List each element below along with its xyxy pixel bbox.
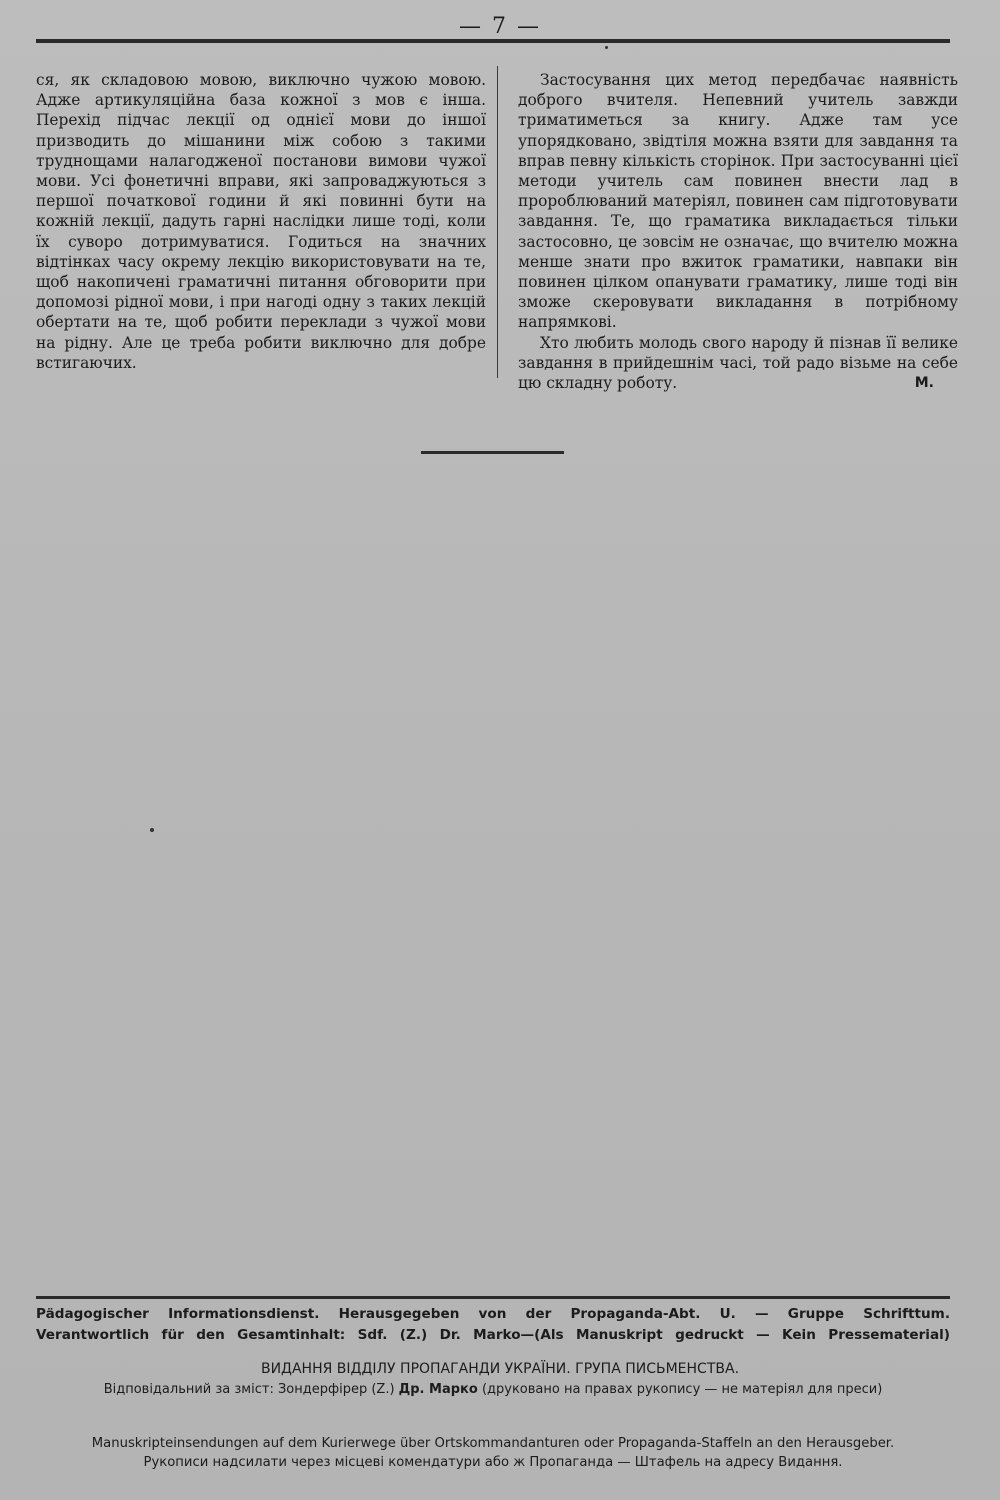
footer-german-manuscripts: Manuskripteinsendungen auf dem Kurierwege über Ortskommandanturen oder Propaganda-Staffeln an den Herausgeber.	[91, 1436, 895, 1451]
footer-german-line-2: Verantwortlich für den Gesamtinhalt: Sdf. (Z.) Dr. Marko—(Als Manuskript gedruckt — Kein Pressematerial)	[36, 1327, 950, 1343]
footer-rule	[36, 1296, 950, 1299]
paper-speck	[150, 828, 154, 832]
footer-german-imprint	[36, 1304, 950, 1346]
footer-responsibility-prefix: Відповідальний за зміст: Зондерфірер (Z.)	[103, 1382, 395, 1397]
footer-german-line-1: Pädagogischer Informationsdienst. Herausgegeben von der Propaganda-Abt. U. — Gruppe Schrifttum.	[36, 1306, 950, 1322]
section-end-rule	[421, 451, 564, 454]
right-column	[518, 70, 958, 393]
author-signature: М.	[914, 375, 934, 392]
paper-speck	[605, 46, 608, 49]
footer-ukrainian-title: ВИДАННЯ ВІДДІЛУ ПРОПАГАНДИ УКРАЇНИ. ГРУПА ПИСЬМЕНСТВА.	[260, 1361, 740, 1377]
left-paragraph-1: ся, як складовою мовою, виключно чужою мовою. Адже артикуляційна база кожної з мов є інша. Перехід підчас лекції од однієї мови до іншої призводить до мішанини між собою з такими труднощами налагодженої постанови вимови чужої мови. Усі фонетичні вправи, які запроваджуються з першої початкової години й які повинні бути на кожній лекції, дадуть гарні наслідки лише тоді, коли їх суворо дотримуватися. Годиться на значних відтінках часу окрему лекцію використовувати на те, щоб накопичені граматичні питання обговорити при допомозі рідної мови, і при нагоді одну з таких лекцій обертати на те, щоб робити переклади з чужої мови на рідну. Але це треба робити виключно для добре встигаючих.	[36, 71, 486, 372]
right-paragraph-2	[518, 333, 958, 394]
page-number: — 7 —	[459, 14, 541, 39]
footer-responsibility-name: Др. Марко	[398, 1382, 478, 1397]
left-column	[36, 70, 486, 373]
footer-responsibility-suffix: (друковано на правах рукопису — не матеріял для преси)	[481, 1382, 883, 1397]
footer-ukrainian-responsibility	[36, 1382, 950, 1397]
header-rule	[36, 39, 950, 43]
right-paragraph-1: Застосування цих метод передбачає наявність доброго вчителя. Непевний учитель завжди триматиметься за книгу. Адже там усе упорядковано, звідтіля можна взяти для завдання та вправ певну кількість сторінок. При застосуванні цієї методи учитель сам повинен внести лад в пророблюваний матеріял, повинен сам підготовувати завдання. Те, що граматика викладається тільки застосовно, це зовсім не означає, що вчителю можна менше знати про вжиток граматики, навпаки він повинен цілком опанувати граматику, лише тоді він зможе скеровувати викладання в потрібному напрямкові.	[518, 71, 958, 332]
column-divider	[497, 66, 498, 378]
right-paragraph-2-text: Хто любить молодь свого народу й пізнав її велике завдання в прийдешнім часі, той радо візьме на себе цю складну роботу.	[518, 333, 958, 393]
footer-ukrainian-manuscripts: Рукописи надсилати через місцеві комендатури або ж Пропаганда — Штафель на адресу Видання.	[143, 1455, 843, 1470]
